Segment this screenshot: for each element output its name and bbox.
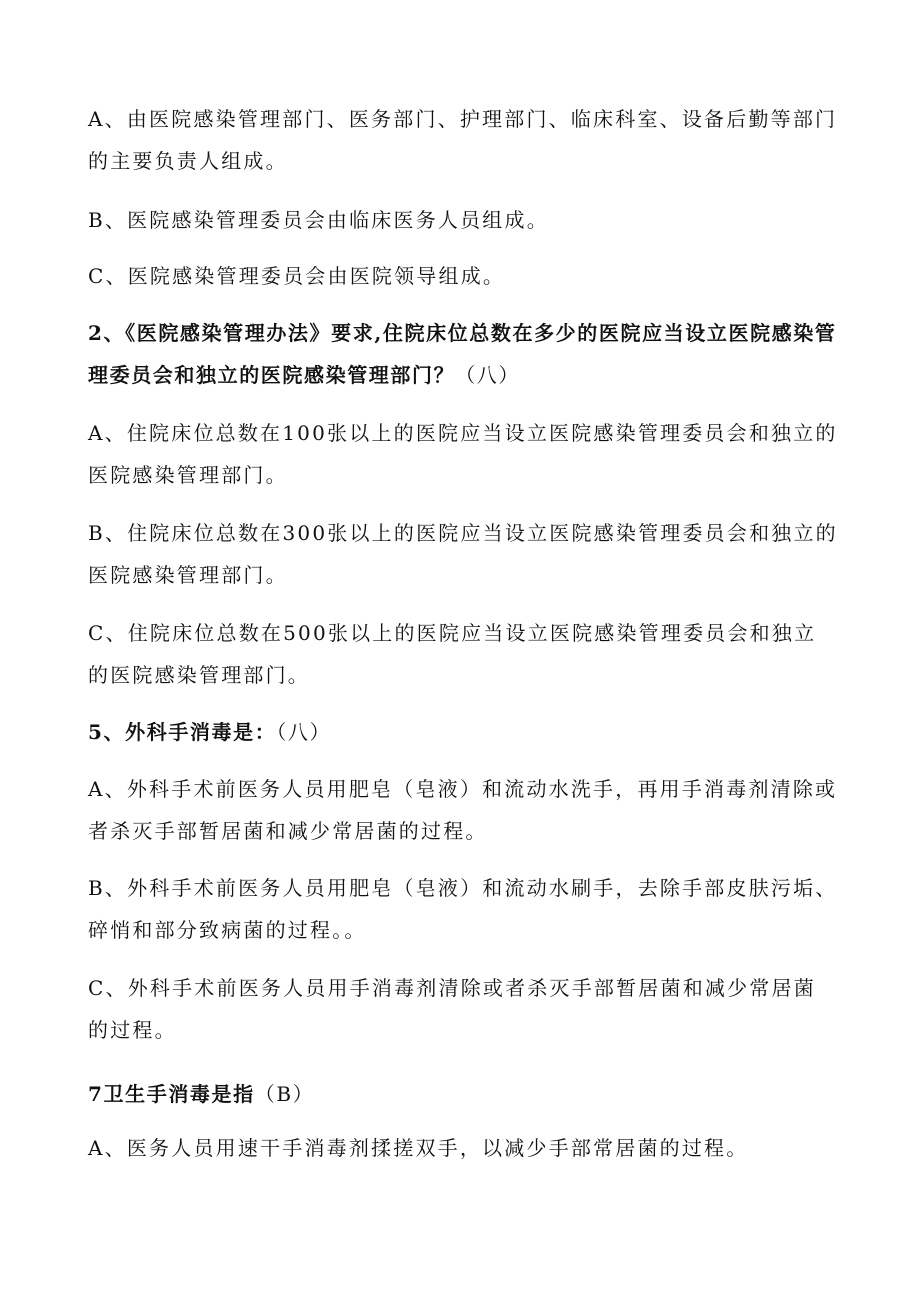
q5-option-a: A、外科手术前医务人员用肥皂（皂液）和流动水洗手，再用手消毒剂清除或者杀灭手部暂居菌和减少常居菌的过程。 (88, 777, 838, 843)
question-5-answer: （八） (276, 720, 332, 744)
q5-option-c: C、外科手术前医务人员用手消毒剂清除或者杀灭手部暂居菌和减少常居菌的过程。 (88, 976, 816, 1042)
question-7 (88, 1073, 838, 1115)
question-2-answer: （八） (455, 363, 521, 387)
question-7-answer: （B） (254, 1082, 315, 1106)
q1-option-a: A、由医院感染管理部门、医务部门、护理部门、临床科室、设备后勤等部门的主要负责人组成。 (88, 107, 838, 173)
question-2-text: 2、《医院感染管理办法》要求,住院床位总数在多少的医院应当设立医院感染管理委员会和独立的医院感染管理部门？ (88, 321, 837, 387)
question-7-text: 7卫生手消毒是指 (88, 1082, 255, 1106)
q2-option-b: B、住院床位总数在300张以上的医院应当设立医院感染管理委员会和独立的医院感染管理部门。 (88, 521, 838, 587)
q5-option-b: B、外科手术前医务人员用肥皂（皂液）和流动水刷手，去除手部皮肤污垢、碎悄和部分致病菌的过程。。 (88, 876, 838, 942)
q2-option-c: C、住院床位总数在500张以上的医院应当设立医院感染管理委员会和独立的医院感染管理部门。 (88, 621, 817, 687)
q2-option-a: A、住院床位总数在100张以上的医院应当设立医院感染管理委员会和独立的医院感染管理部门。 (88, 421, 838, 487)
question-5 (88, 711, 838, 753)
q7-option-a: A、医务人员用速干手消毒剂揉搓双手，以减少手部常居菌的过程。 (88, 1136, 749, 1160)
q1-option-c: C、医院感染管理委员会由医院领导组成。 (88, 264, 506, 288)
question-2 (88, 312, 838, 396)
q1-option-b: B、医院感染管理委员会由临床医务人员组成。 (88, 208, 549, 232)
question-5-text: 5、外科手消毒是： (88, 720, 277, 744)
